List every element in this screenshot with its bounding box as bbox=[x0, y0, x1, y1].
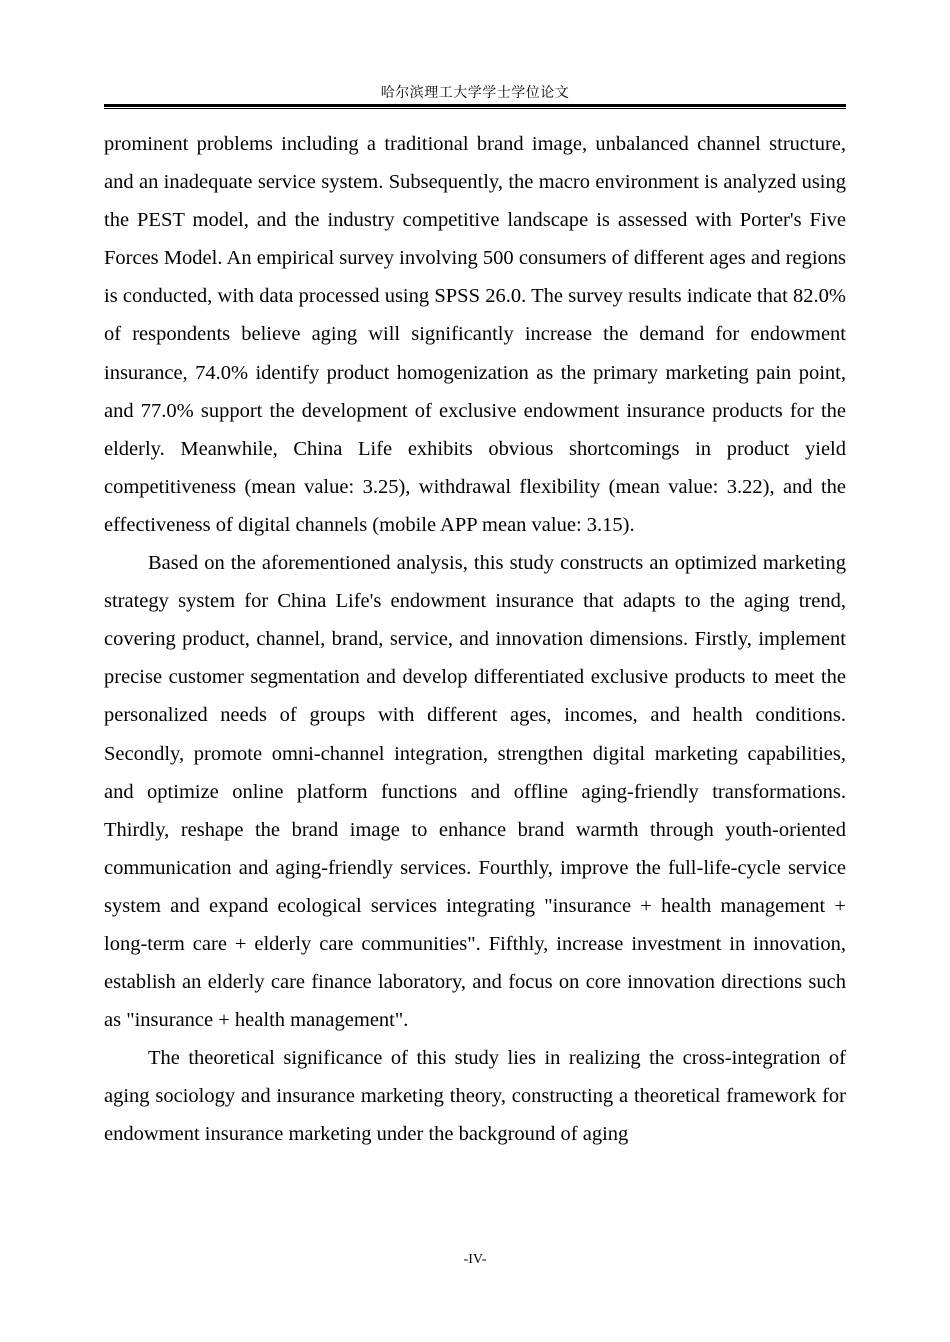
paragraph-continuation: prominent problems including a traditional brand image, unbalanced channel structure, and an inadequate service system. Subsequently, the macro environment is analyzed using the PEST model, and the industry competitive landscape is assessed with Porter's Five Forces Model. An empirical survey involving 500 consumers of different ages and regions is conducted, with data processed using SPSS 26.0. The survey results indicate that 82.0% of respondents believe aging will significantly increase the demand for endowment insurance, 74.0% identify product homogenization as the primary marketing pain point, and 77.0% support the development of exclusive endowment insurance products for the elderly. Meanwhile, China Life exhibits obvious shortcomings in product yield competitiveness (mean value: 3.25), withdrawal flexibility (mean value: 3.22), and the effectiveness of digital channels (mobile APP mean value: 3.15). bbox=[104, 133, 846, 536]
header-rule-thin bbox=[104, 108, 846, 109]
header-rule-thick bbox=[104, 104, 846, 107]
paragraph-significance: The theoretical significance of this study lies in realizing the cross-integration of aging sociology and insurance marketing theory, constructing a theoretical framework for endowment insurance marketing under the background of aging bbox=[104, 1047, 846, 1146]
body-text bbox=[104, 125, 846, 1154]
page-number: -IV- bbox=[463, 1252, 487, 1267]
running-header: 哈尔滨理工大学学士学位论文 bbox=[380, 85, 570, 101]
paragraph-strategy: Based on the aforementioned analysis, this study constructs an optimized marketing strategy system for China Life's endowment insurance that adapts to the aging trend, covering product, channel, brand, service, and innovation dimensions. Firstly, implement precise customer segmentation and develop differentiated exclusive products to meet the personalized needs of groups with different ages, incomes, and health conditions. Secondly, promote omni-channel integration, strengthen digital marketing capabilities, and optimize online platform functions and offline aging-friendly transformations. Thirdly, reshape the brand image to enhance brand warmth through youth-oriented communication and aging-friendly services. Fourthly, improve the full-life-cycle service system and expand ecological services integrating "insurance + health management + long-term care + elderly care communities". Fifthly, increase investment in innovation, establish an elderly care finance laboratory, and focus on core innovation directions such as "insurance + health management". bbox=[104, 552, 846, 1032]
